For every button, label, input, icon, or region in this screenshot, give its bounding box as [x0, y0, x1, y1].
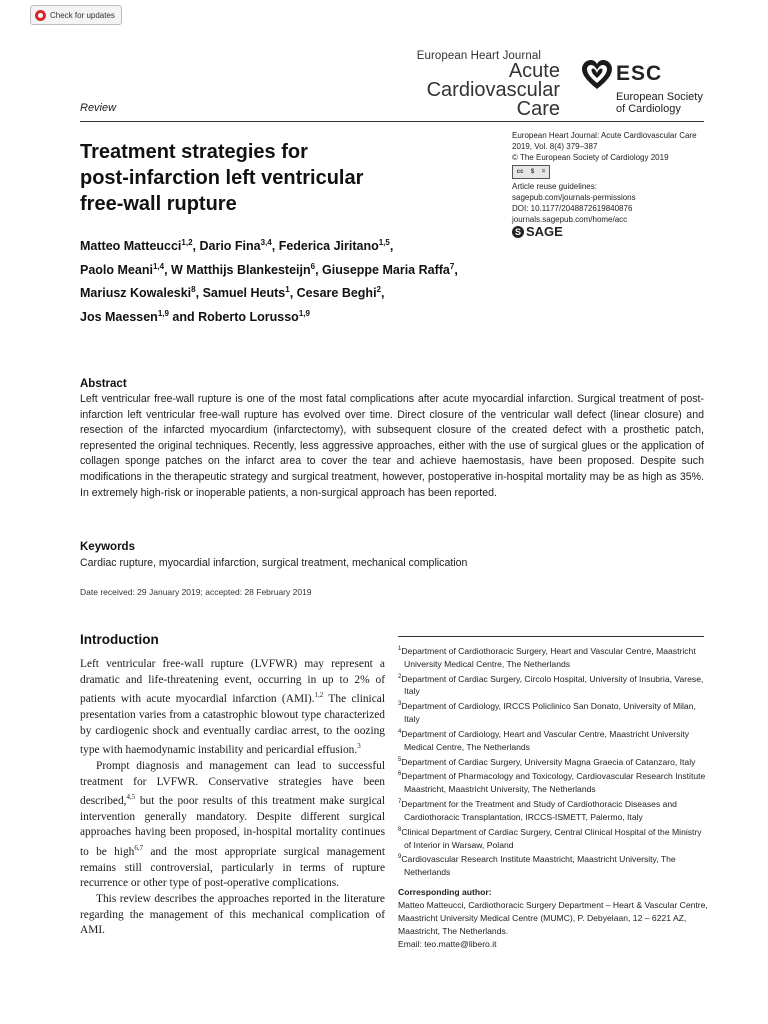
publisher-name: SAGE	[526, 224, 563, 239]
author-separator: and	[168, 310, 199, 325]
corresponding-author-email[interactable]: Email: teo.matte@libero.it	[398, 938, 497, 949]
author-affiliation-ref: 7	[449, 261, 455, 271]
affiliation-item	[398, 824, 708, 852]
author-name: Giuseppe Maria Raffa	[322, 262, 450, 277]
author-affiliation-ref: 1,9	[157, 308, 169, 318]
affiliation-number: 9	[398, 854, 402, 861]
affiliation-number: 5	[398, 756, 402, 763]
corresponding-author-heading: Corresponding author:	[398, 887, 492, 897]
journal-name: European Heart Journal	[416, 50, 541, 62]
intro-paragraph	[80, 657, 385, 759]
affiliation-text: Department of Cardiology, Heart and Vascular Centre, Maastricht University Medical Centre, The Netherlands	[401, 728, 690, 752]
author-affiliation-ref: 1,4	[152, 261, 165, 271]
introduction-heading: Introduction	[80, 632, 159, 647]
citation-ref[interactable]: 3	[357, 742, 361, 751]
keywords-text: Cardiac rupture, myocardial infarction, surgical treatment, mechanical complication	[80, 557, 468, 569]
author-name: Mariusz Kowaleski	[80, 286, 192, 301]
affiliation-text: Cardiovascular Research Institute Maastricht, Maastricht University, The Netherlands	[401, 854, 676, 878]
intro-text: but the poor results of this treatment make surgical intervention generally mandatory. Despite different surgical approaches having been proposed, in-hospital mortality continues to be high	[80, 795, 385, 858]
journal-home-link[interactable]: journals.sagepub.com/home/acc	[512, 215, 628, 224]
intro-paragraph	[80, 759, 385, 892]
intro-paragraph: This review describes the approaches reported in the literature regarding the management of this mechanical complication of AMI.	[80, 893, 385, 937]
meta-line: European Heart Journal: Acute Cardiovascular Care	[512, 131, 697, 140]
introduction-body	[80, 657, 385, 939]
author-affiliation-ref: 1,5	[378, 238, 390, 247]
author-separator: ,	[289, 286, 297, 301]
author-line	[80, 257, 680, 281]
affiliation-text: Department for the Treatment and Study of Cardiothoracic Diseases and Cardiothoracic Transplantation, IRCCS-ISMETT, Palermo, Italy	[401, 798, 677, 822]
esc-heart-logo-icon	[580, 58, 614, 92]
abstract-heading: Abstract	[80, 378, 127, 390]
affiliation-item	[398, 796, 708, 824]
author-affiliation-ref: 2	[376, 285, 381, 295]
author-line	[80, 233, 680, 257]
esc-society-name	[616, 91, 703, 115]
affiliations-list	[398, 643, 708, 879]
title-line: Treatment strategies for	[80, 141, 308, 163]
author-affiliation-ref: 3,4	[260, 238, 272, 247]
author-name: Cesare Beghi	[296, 286, 377, 301]
affiliation-number: 3	[398, 701, 402, 708]
article-metadata	[512, 130, 712, 225]
title-line: free-wall rupture	[80, 193, 237, 215]
author-name: Samuel Heuts	[202, 286, 286, 301]
author-affiliation-ref: 1	[285, 285, 290, 295]
citation-ref[interactable]: 1,2	[314, 691, 324, 700]
journal-title-line: Cardiovascular	[426, 79, 560, 101]
header-divider	[80, 121, 704, 122]
author-line	[80, 304, 680, 328]
article-type: Review	[80, 102, 117, 114]
author-separator: ,	[164, 262, 172, 277]
affiliation-text: Clinical Department of Cardiac Surgery, Central Clinical Hospital of the Ministry of Interior in Warsaw, Poland	[401, 826, 702, 850]
author-separator: ,	[192, 239, 200, 254]
affiliation-number: 4	[398, 729, 402, 736]
journal-title-line: Care	[516, 98, 560, 120]
author-name: Roberto Lorusso	[198, 310, 299, 325]
check-for-updates-button[interactable]	[30, 5, 122, 25]
meta-line: Article reuse guidelines:	[512, 182, 597, 191]
meta-line: 2019, Vol. 8(4) 379–387	[512, 142, 598, 151]
affiliation-number: 6	[398, 771, 402, 778]
affiliation-item	[398, 643, 708, 671]
affiliation-number: 2	[398, 673, 402, 680]
affiliation-item	[398, 726, 708, 754]
intro-text: and the most appropriate surgical management remains still controversial, particularly in terms of rupture recurrence or other type of post-operative complications.	[80, 845, 385, 890]
author-name: Jos Maessen	[80, 310, 158, 325]
doi-link[interactable]: DOI: 10.1177/2048872619840876	[512, 204, 633, 213]
citation-ref[interactable]: 6,7	[134, 844, 144, 853]
title-line: post-infarction left ventricular	[80, 167, 364, 189]
affiliation-number: 8	[398, 826, 402, 833]
intro-text: Prompt diagnosis and management can lead to successful treatment for LVFWR. Conservative strategies have been described,	[80, 759, 385, 808]
affiliation-item	[398, 768, 708, 796]
article-title	[80, 139, 460, 217]
author-name: W Matthijs Blankesteijn	[171, 262, 311, 277]
intro-text: Left ventricular free-wall rupture (LVFWR) may represent a dramatic and life-threatening event, occurring in up to 2% of patients with acute myocardial infarction (AMI).	[80, 658, 385, 706]
author-name: Federica Jiritano	[278, 239, 379, 254]
affiliation-text: Department of Cardiac Surgery, Circolo Hospital, University of Insubria, Varese, Italy	[401, 673, 704, 697]
affiliation-number: 1	[398, 646, 402, 652]
intro-text: The clinical presentation varies from a catastrophic blowout type characterized by cardiogenic shock and eventually cardiac arrest, to the oozing type with haemodynamic instability and pericardial effusion.	[80, 693, 385, 757]
sage-s-icon: S	[512, 226, 524, 238]
author-separator: ,	[454, 262, 458, 277]
keywords-heading: Keywords	[80, 541, 135, 553]
affiliations-divider	[398, 636, 704, 637]
author-separator: ,	[381, 286, 385, 301]
author-affiliation-ref: 6	[310, 261, 316, 271]
affiliation-item	[398, 754, 708, 769]
creative-commons-icon: cc $ =	[512, 165, 550, 179]
journal-title	[427, 62, 560, 119]
affiliation-text: Department of Cardiology, IRCCS Policlinico San Donato, University of Milan, Italy	[401, 701, 696, 725]
author-affiliation-ref: 1,9	[298, 308, 310, 318]
permissions-link[interactable]: sagepub.com/journals-permissions	[512, 193, 636, 202]
author-line	[80, 280, 680, 304]
citation-ref[interactable]: 4,5	[126, 793, 136, 802]
affiliation-item	[398, 671, 708, 699]
date-received: Date received: 29 January 2019; accepted: 28 February 2019	[80, 587, 312, 597]
author-list	[80, 233, 680, 328]
affiliation-item	[398, 698, 708, 726]
author-affiliation-ref: 1,2	[181, 238, 193, 247]
abstract-text: Left ventricular free-wall rupture is one of the most fatal complications after acute myocardial infarction. Surgical treatment of post-infarction left ventricular free-wall rupture has evolved over time. Direct closure of the ventricular wall defect (linear closure) and resection of the infarcted myocardium (infarctectomy), with subsequent closure of the created defect with a prosthetic patch, represented the original techniques. Recently, less aggressive approaches, either with the use of surgical glues or the application of collagen sponge patches on the infarct area to cover the tear and achieve haemostasis, have been proposed. Despite such modifications in the therapeutic strategy and surgical treatment, however, postoperative in-hospital mortality may be as high as 35%. In extremely high-risk or inoperable patients, a non-surgical approach has been reported.	[80, 393, 704, 499]
author-separator: ,	[271, 239, 279, 254]
esc-abbreviation: ESC	[616, 62, 663, 85]
check-for-updates-label: Check for updates	[50, 10, 115, 20]
update-icon	[35, 10, 46, 21]
author-name: Paolo Meani	[80, 262, 153, 277]
journal-title-line: Acute	[508, 60, 560, 82]
author-separator: ,	[389, 239, 394, 254]
author-separator: ,	[195, 286, 203, 301]
esc-society-line: European Society	[616, 91, 703, 103]
affiliation-item	[398, 851, 708, 879]
meta-line: © The European Society of Cardiology 2019	[512, 153, 669, 162]
affiliation-text: Department of Pharmacology and Toxicology, Cardiovascular Research Institute Maastricht, Maastricht University, The Netherlands	[401, 771, 706, 795]
esc-society-line: of Cardiology	[616, 103, 681, 115]
author-name: Matteo Matteucci	[80, 239, 182, 254]
affiliation-number: 7	[398, 799, 402, 806]
author-separator: ,	[315, 262, 323, 277]
author-name: Dario Fina	[199, 239, 261, 254]
corresponding-author	[398, 886, 708, 951]
corresponding-author-address: Matteo Matteucci, Cardiothoracic Surgery Department – Heart & Vascular Centre, Maastricht University Medical Centre (MUMC), P. Debyelaan, 12 – 6221 AZ, Maastricht, The Netherlands.	[398, 899, 708, 936]
author-affiliation-ref: 8	[191, 285, 196, 295]
affiliation-text: Department of Cardiothoracic Surgery, Heart and Vascular Centre, Maastricht University Medical Centre, The Netherlands	[401, 645, 696, 669]
affiliation-text: Department of Cardiac Surgery, University Magna Graecia of Catanzaro, Italy	[401, 756, 696, 767]
